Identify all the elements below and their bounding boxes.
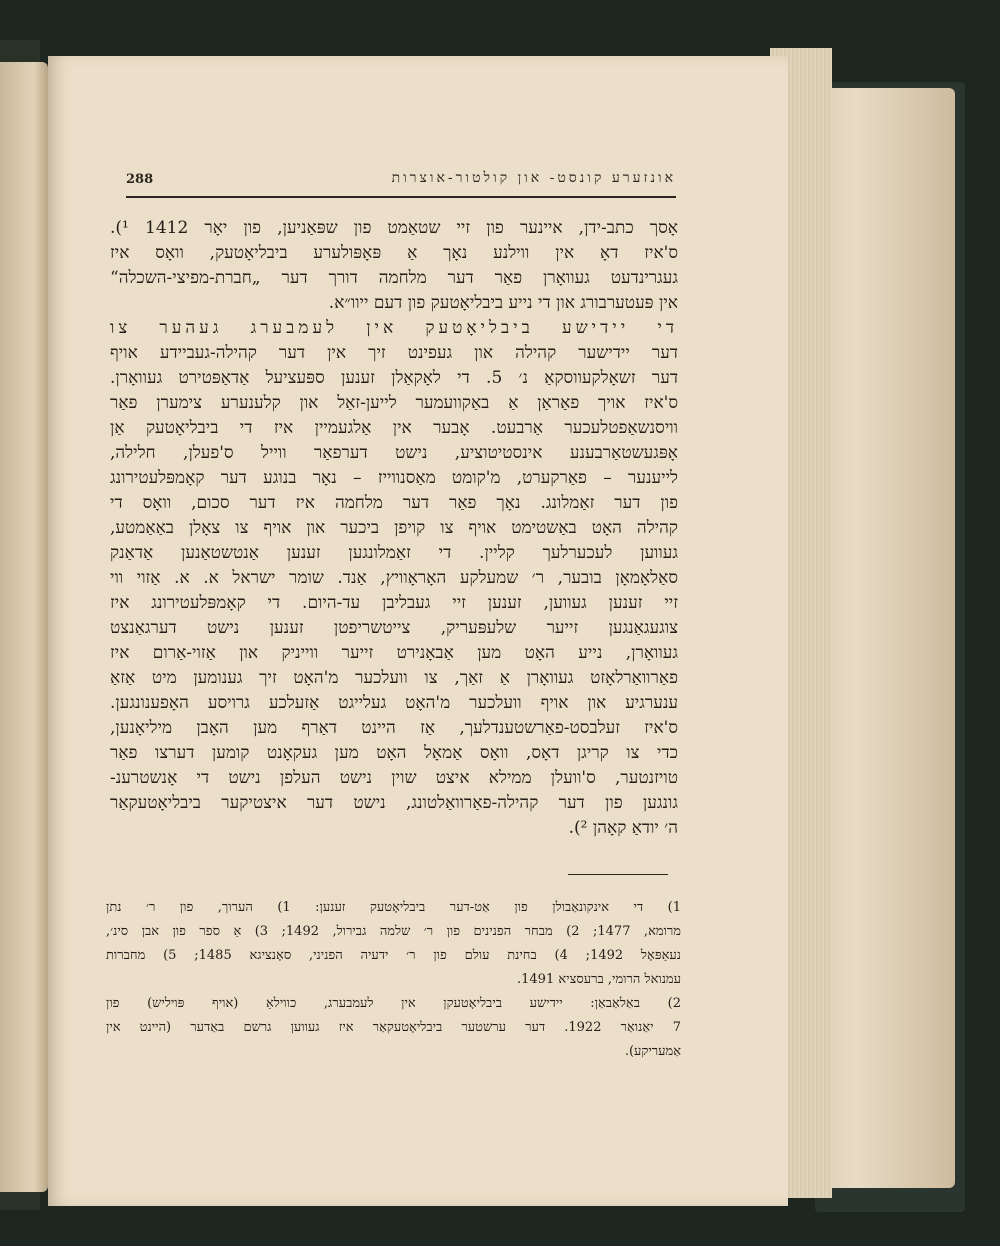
text-line: זיי זענען געווען, זענען זיי געבליבן עד-היום. די קאָמפּלעטירונג איז	[110, 593, 678, 613]
body-text	[110, 216, 678, 841]
text-line: געוואָרן, נייע האָט מען אַבאָנירט זייער ווייניק און אַזוי-אַרום איז	[110, 643, 678, 663]
footnotes	[106, 896, 681, 1064]
text-line: גונגען פון דער קהילה-פאַרוואַלטונג, נישט דער איצטיקער ביבליאָטעקאַר	[110, 793, 678, 813]
text-line: צוגעגאַנגען זייער שלעפּעריק, צייטשריפטן זענען נישט דערגאַנצט	[110, 618, 678, 638]
footnote-line: אַמעריקע).	[624, 1044, 681, 1059]
footnote-line: 1) די אינקונאַבולן פון אַט-דער ביבליאָטעק זענען: 1) הערוך, פון ר׳ נתן	[106, 900, 681, 915]
text-line: ס'איז אויך פאַראַן אַ באַקוועמער לייען-זאַל און קלענערע צימערן פאַר	[110, 393, 678, 413]
footnote-line: עמנואל הרומי, ברעסציא 1491.	[517, 972, 681, 987]
footnote-line: נעאַפּאָל 1492; 4) בחינת עולם פון ר׳ ידעיה הפניני, סאָנציגא 1485; 5) מחברות	[106, 948, 681, 963]
footnote-line: 7 יאַנואַר 1922. דער ערשטער ביבליאָטעקאַר איז געווען גרשם באַדער (היינט אין	[106, 1020, 681, 1035]
text-line: געגרינדעט געוואָרן פאַר דער מלחמה דורך דער „חברת-מפיצי-השכלה“	[110, 268, 678, 288]
text-line: כדי צו קריגן דאָס, וואָס אַמאָל האָט מען געקאָנט קומען דערצו פאַר	[110, 743, 678, 763]
text-line: סאַלאָמאָן בובער, ר׳ שמעלקע האָראָוויץ, אַנד. שומר ישראל א. א. אַזוי ווי	[110, 568, 678, 588]
running-head: אונזערע קונסט- און קולטור-אוצרות	[391, 170, 676, 186]
text-line: פון דער זאַמלונג. נאָך פאַר דער מלחמה איז דער סכום, וואָס די	[110, 493, 678, 513]
text-line: די יידישע ביבליאָטעק אין לעמבערג געהער צו	[110, 318, 678, 338]
text-line: ענערגיע און אויף וועלכער מ'האָט געלייגט אַזעלכע גרויסע האָפענונגען.	[110, 693, 678, 713]
text-line: קהילה האָט באַשטימט אויף צו קויפן ביכער און אויף צו צאָלן באַאַמטע,	[110, 518, 678, 538]
text-line: ס'איז זעלבסט-פאַרשטענדלעך, אַז היינט דאַרף מען האָבן מיליאָנען,	[110, 718, 678, 738]
text-line: אָפּגעשטאַרבענע אינסטיטוציע, נישט דערפאַר ווייל ס'פעלן, חלילה,	[110, 443, 678, 463]
page-number: 288	[126, 172, 154, 187]
text-line: אָסך כתב-ידן, איינער פון זיי שטאַמט פון שפּאַניען, פון יאָר 1412 ¹).	[110, 218, 678, 238]
text-line: פאַרוואַרלאָזט געוואָרן אַ זאַך, צו וועלכער מ'האָט זיך גענומען מיט אַזאַ	[110, 668, 678, 688]
text-line: ה׳ יודאַ קאָהן ²).	[568, 818, 678, 838]
page-header	[126, 166, 676, 198]
text-line: געווען לעכערלעך קליין. די זאַמלונגען זענען אַנטשטאַנען אַדאַנק	[110, 543, 678, 563]
text-line: וויסנשאַפטלעכער אַרבעט. אָבער אין אַלגעמיין איז די ביבליאָטעק אַן	[110, 418, 678, 438]
text-line: אין פּעטערבורג און די נייע ביבליאָטעק פון דעם ייוו״א.	[328, 293, 678, 313]
text-line: לייענער – פאַרקערט, מ'קומט מאַסנווייז – נאָר בנוגע דער קאָמפּלעטירונג	[110, 468, 678, 488]
footnote-line: 2) באַלאַבאַן: יידישע ביבליאָטעקן אין לעמבערג, כווילאַ (אויף פּויליש) פון	[106, 996, 681, 1011]
text-line: דער זשאָלקעווסקאַ נ׳ 5. די לאָקאַלן זענען ספּעציעל אַדאַפּטירט געוואָרן.	[110, 368, 678, 388]
footnote-line: מרומא, 1477; 2) מבחר הפנינים פון ר׳ שלמה גבירול, 1492; 3) אַ ספר פון אבן סינ׳,	[106, 924, 681, 939]
book-page	[48, 56, 788, 1206]
left-page-edge	[0, 62, 48, 1192]
text-line: דער יידישער קהילה און געפינט זיך אין דער קהילה-געביידע אויף	[110, 343, 678, 363]
footnote-separator	[568, 874, 668, 875]
text-line: טויזנטער, ס'וועלן ממילא איצט שוין נישט העלפן נישט די אָנשטרענ-	[110, 768, 678, 788]
text-line: ס'איז דאָ אין ווילנע נאָך אַ פּאָפּולערע ביבליאָטעק, וואָס איז	[110, 243, 678, 263]
